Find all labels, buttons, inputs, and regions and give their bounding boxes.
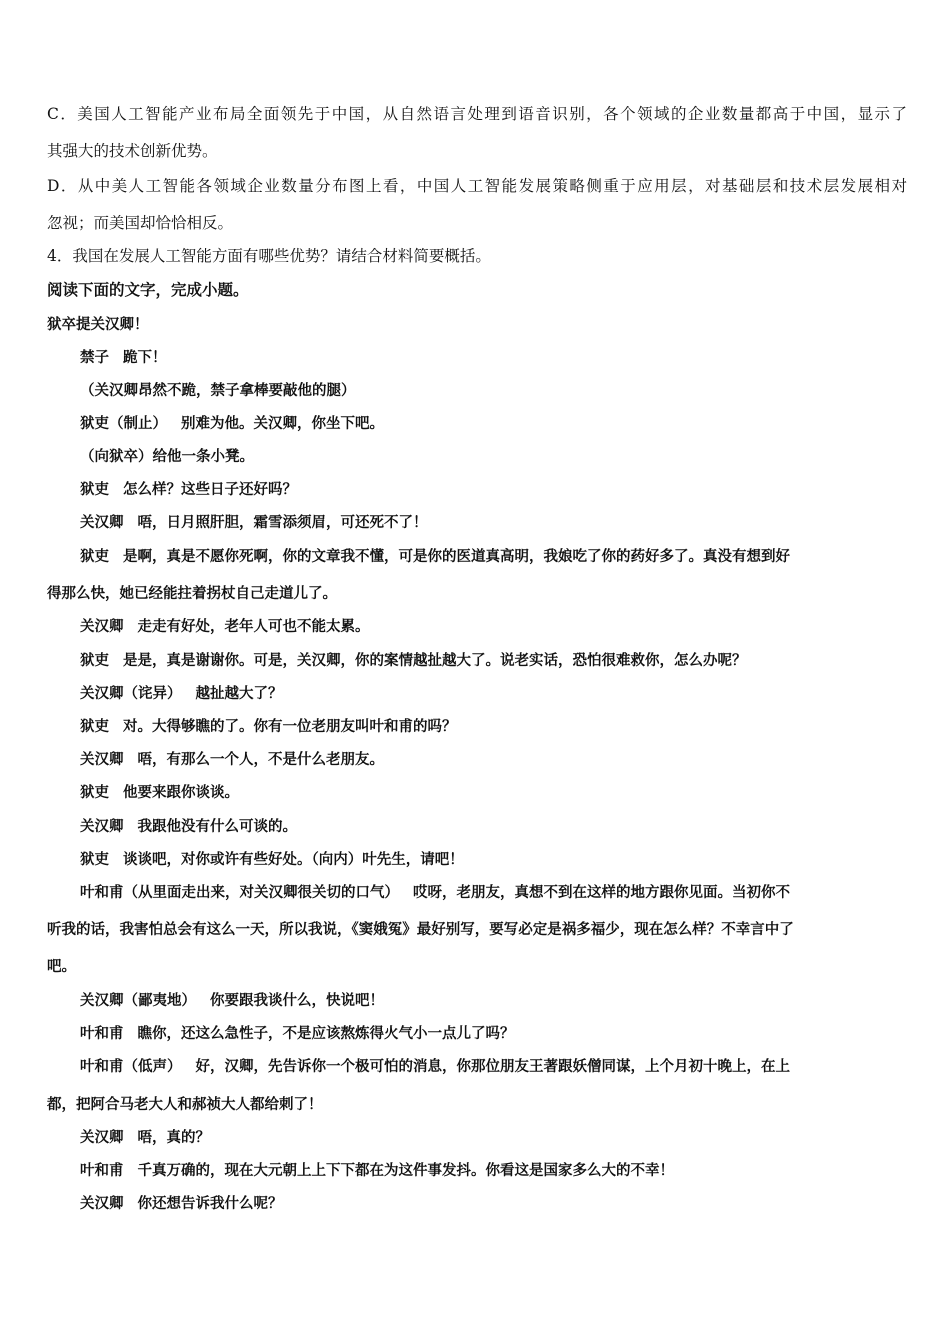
script-line-13: 狱吏 他要来跟你谈谈。 [80, 784, 239, 801]
script-line-8: 关汉卿 走走有好处，老年人可也不能太累。 [80, 618, 370, 635]
script-line-21: 叶和甫 千真万确的，现在大元朝上上下下都在为这件事发抖。你看这是国家多么大的不幸！ [80, 1162, 674, 1179]
question-4: 4．我国在发展人工智能方面有哪些优势？请结合材料简要概括。 [47, 247, 491, 265]
script-line-7: 狱吏 是啊，真是不愿你死啊，你的文章我不懂，可是你的医道真高明，我娘吃了你的药好多了。真没有想到好 [80, 548, 790, 565]
script-line-12: 关汉卿 唔，有那么一个人，不是什么老朋友。 [80, 751, 384, 768]
script-line-4: （向狱卒）给他一条小凳。 [80, 448, 254, 465]
script-line-0: 狱卒提关汉卿！ [47, 316, 149, 333]
script-line-17: 关汉卿（鄙夷地） 你要跟我谈什么，快说吧！ [80, 992, 384, 1009]
script-line-22: 关汉卿 你还想告诉我什么呢？ [80, 1195, 283, 1212]
script-line-9: 狱吏 是是，真是谢谢你。可是，关汉卿，你的案情越扯越大了。说老实话，恐怕很难救你，怎么办呢？ [80, 652, 747, 669]
script-line-6: 关汉卿 唔，日月照肝胆，霜雪添须眉，可还死不了！ [80, 514, 428, 531]
script-line-16-cont2: 吧。 [47, 958, 76, 975]
option-d-line2: 忽视；而美国却恰恰相反。 [47, 214, 234, 232]
script-line-16-cont: 听我的话，我害怕总会有这么一天，所以我说，《窦娥冤》最好别写，要写必定是祸多福少，现在怎么样？不幸言中了 [47, 921, 794, 938]
script-line-19-cont: 都，把阿合马老大人和郝祯大人都给刺了！ [47, 1096, 323, 1113]
script-line-10: 关汉卿（诧异） 越扯越大了？ [80, 685, 283, 702]
option-c-line2: 其强大的技术创新优势。 [47, 142, 218, 160]
script-line-5: 狱吏 怎么样？这些日子还好吗？ [80, 481, 297, 498]
script-line-7-cont: 得那么快，她已经能拄着拐杖自己走道儿了。 [47, 585, 337, 602]
script-line-2: （关汉卿昂然不跪，禁子拿棒要敲他的腿） [80, 382, 356, 399]
script-line-20: 关汉卿 唔，真的？ [80, 1129, 210, 1146]
script-line-15: 狱吏 谈谈吧，对你或许有些好处。（向内）叶先生，请吧！ [80, 851, 464, 868]
script-line-14: 关汉卿 我跟他没有什么可谈的。 [80, 818, 297, 835]
reading-instruction: 阅读下面的文字，完成小题。 [47, 280, 249, 299]
script-line-1: 禁子 跪下！ [80, 349, 167, 366]
script-line-3: 狱吏（制止） 别难为他。关汉卿，你坐下吧。 [80, 415, 384, 432]
option-c-line1: C．美国人工智能产业布局全面领先于中国，从自然语言处理到语音识别，各个领域的企业数量都高于中国，显示了 [47, 105, 907, 123]
script-line-11: 狱吏 对。大得够瞧的了。你有一位老朋友叫叶和甫的吗？ [80, 718, 457, 735]
option-d-line1: D．从中美人工智能各领域企业数量分布图上看，中国人工智能发展策略侧重于应用层，对基础层和技术层发展相对 [47, 177, 907, 195]
script-line-16: 叶和甫（从里面走出来，对关汉卿很关切的口气） 哎呀，老朋友，真想不到在这样的地方跟你见面。当初你不 [80, 884, 790, 901]
script-line-18: 叶和甫 瞧你，还这么急性子，不是应该熬炼得火气小一点儿了吗？ [80, 1025, 515, 1042]
script-line-19: 叶和甫（低声） 好，汉卿，先告诉你一个极可怕的消息，你那位朋友王著跟妖僧同谋，上个月初十晚上，在上 [80, 1058, 790, 1075]
